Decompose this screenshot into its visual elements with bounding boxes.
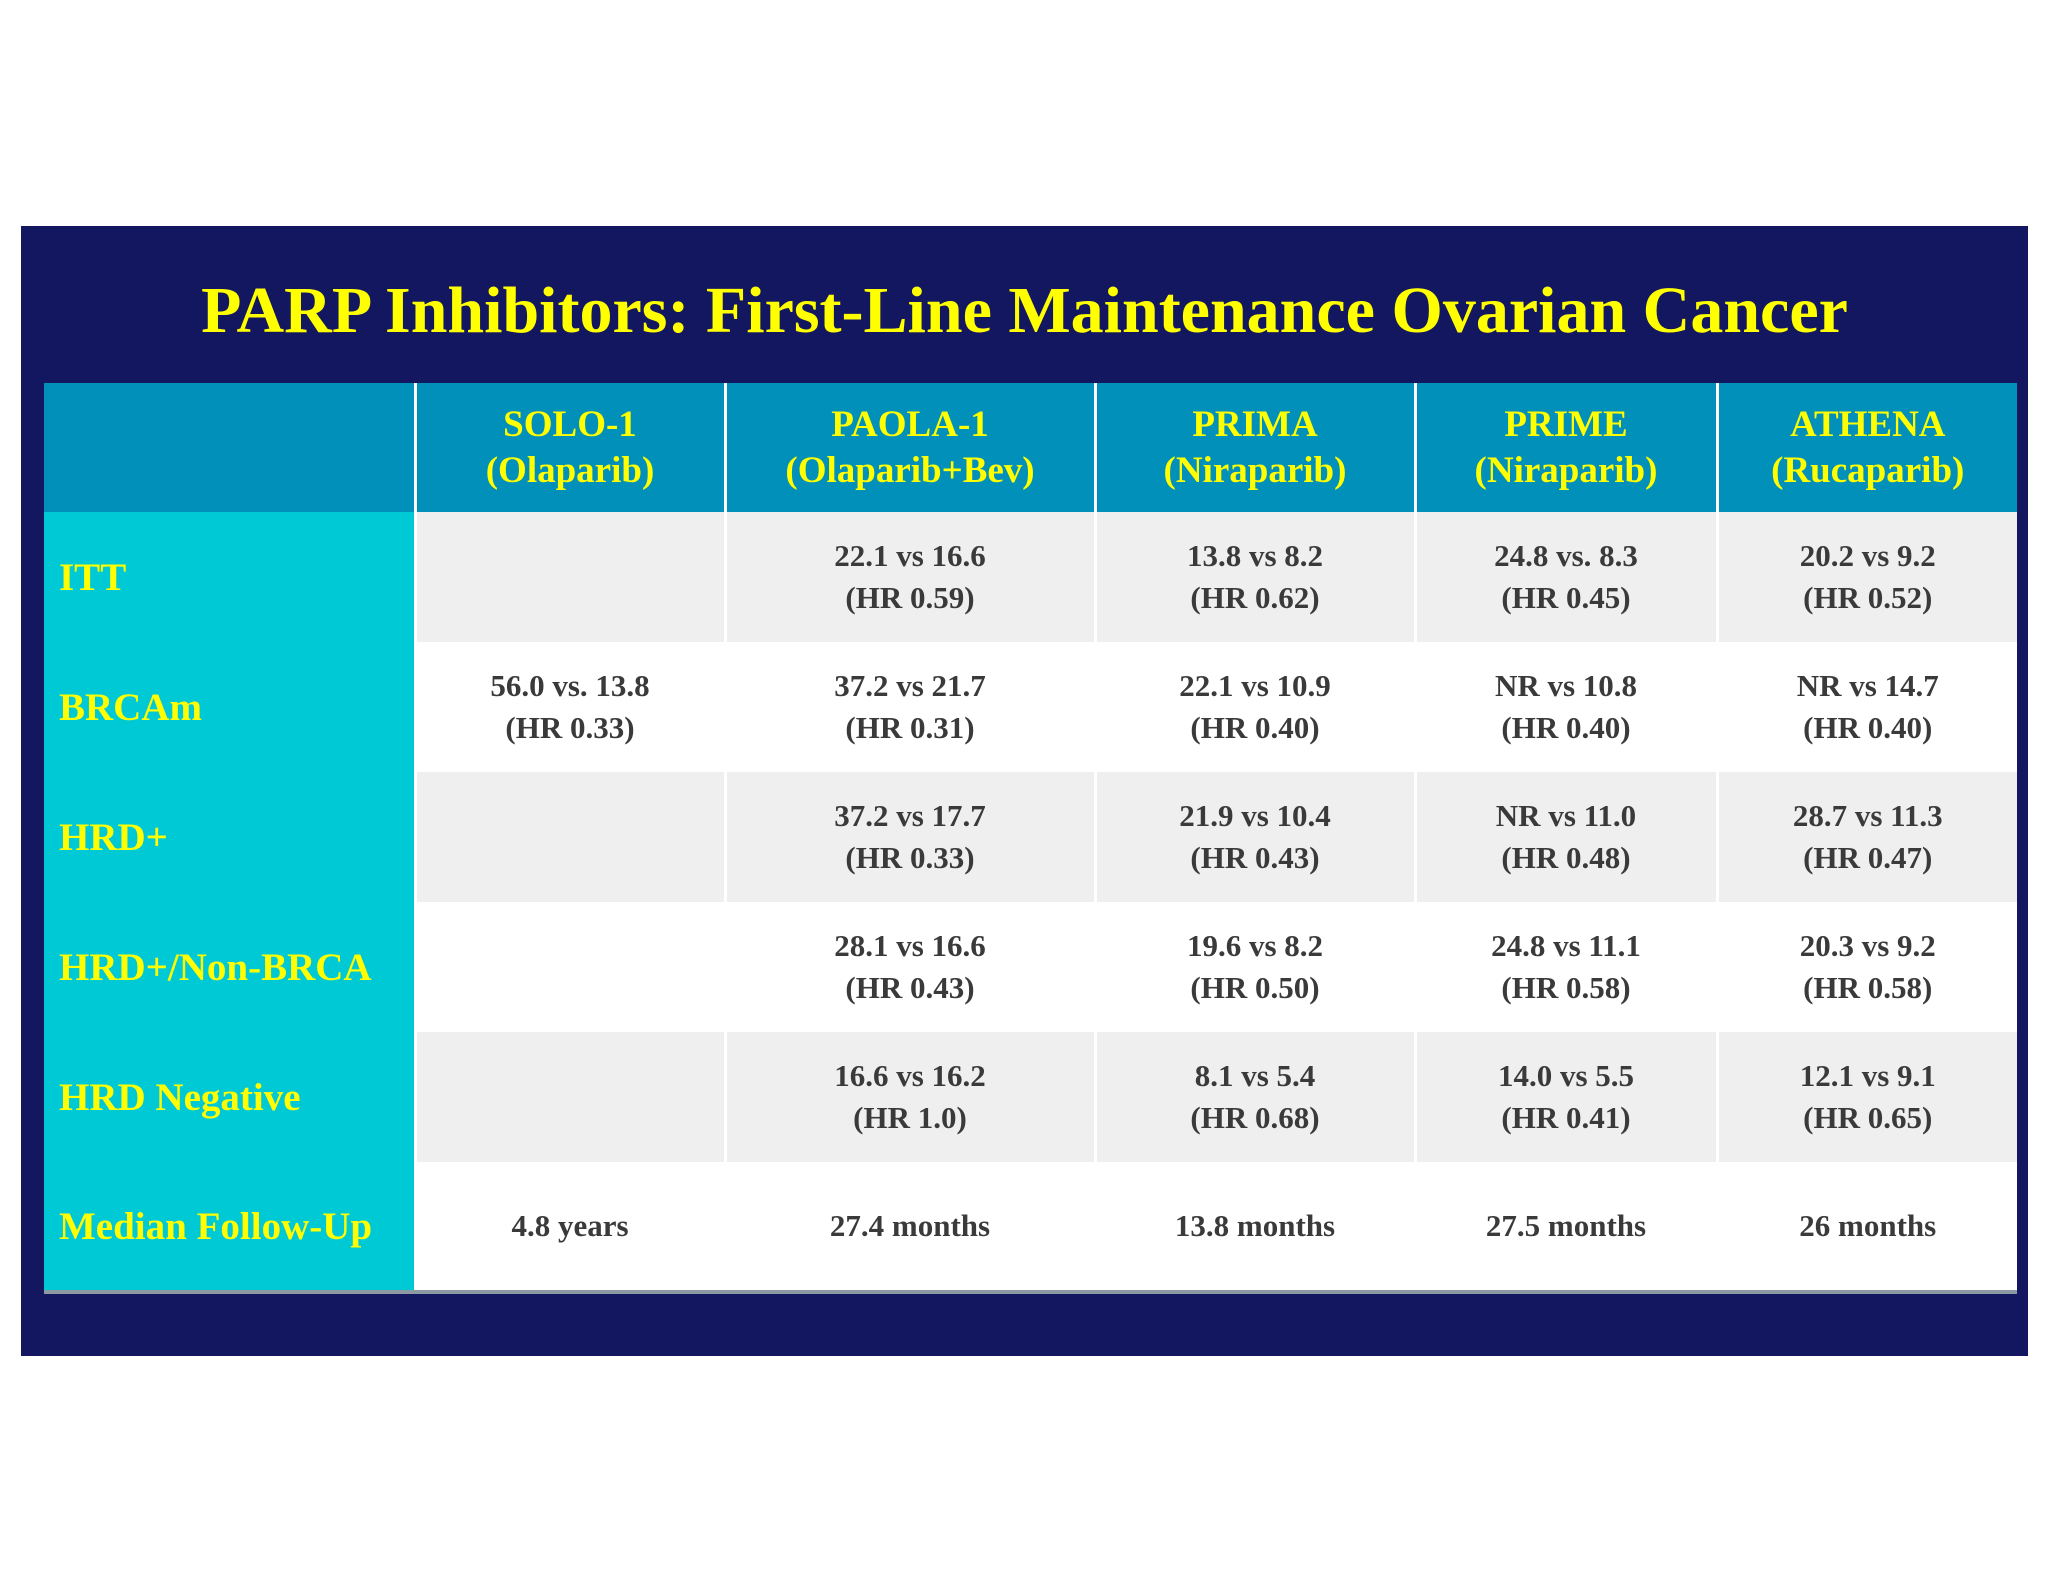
- cell-hr: (HR 0.33): [505, 710, 635, 745]
- table-row-itt: [44, 512, 2017, 642]
- slide: [21, 226, 2028, 1356]
- cell-athena: [1717, 772, 2017, 902]
- cell-value: 22.1 vs 16.6: [834, 538, 986, 573]
- cell-prima: [1095, 772, 1415, 902]
- table-row-brcam: [44, 642, 2017, 772]
- row-label: HRD+: [44, 772, 415, 902]
- cell-hr: (HR 0.68): [1190, 1100, 1320, 1135]
- header-row: [44, 383, 2017, 512]
- cell-prime: [1415, 642, 1717, 772]
- cell-value: 24.8 vs. 8.3: [1494, 538, 1638, 573]
- cell-prime: [1415, 512, 1717, 642]
- cell-prime: [1415, 1032, 1717, 1162]
- cell-hr: (HR 0.65): [1803, 1100, 1933, 1135]
- cell-value: 20.3 vs 9.2: [1799, 928, 1936, 963]
- cell-athena: [1717, 1032, 2017, 1162]
- header-trial: PRIME: [1504, 403, 1628, 445]
- header-corner: [44, 383, 415, 512]
- cell-hr: (HR 0.48): [1501, 840, 1631, 875]
- cell-value: 12.1 vs 9.1: [1799, 1058, 1936, 1093]
- cell-value: NR vs 14.7: [1796, 668, 1939, 703]
- header-trial: SOLO-1: [503, 403, 637, 445]
- cell-paola-1: [725, 642, 1095, 772]
- cell-value: 28.7 vs 11.3: [1792, 798, 1943, 833]
- cell-value: 16.6 vs 16.2: [834, 1058, 986, 1093]
- cell-hr: (HR 0.50): [1190, 970, 1320, 1005]
- cell-prima: [1095, 902, 1415, 1032]
- cell-prima: [1095, 1032, 1415, 1162]
- header-paola-1: [725, 383, 1095, 512]
- cell-paola-1: [725, 1162, 1095, 1292]
- cell-value: 26 months: [1799, 1208, 1937, 1243]
- header-drug: (Olaparib+Bev): [785, 449, 1035, 491]
- cell-hr: (HR 0.40): [1803, 710, 1933, 745]
- header-drug: (Niraparib): [1474, 449, 1658, 491]
- header-drug: (Niraparib): [1163, 449, 1347, 491]
- cell-value: 13.8 months: [1174, 1208, 1336, 1243]
- table-row-hrd-negative: [44, 1032, 2017, 1162]
- cell-solo-1: [415, 642, 725, 772]
- cell-paola-1: [725, 512, 1095, 642]
- header-drug: (Rucaparib): [1771, 449, 1965, 491]
- cell-solo-1: [415, 902, 725, 1032]
- cell-hr: (HR 0.45): [1501, 580, 1631, 615]
- cell-value: 14.0 vs 5.5: [1497, 1058, 1635, 1093]
- cell-value: 28.1 vs 16.6: [834, 928, 986, 963]
- cell-paola-1: [725, 1032, 1095, 1162]
- slide-title: PARP Inhibitors: First-Line Maintenance Ovarian Cancer: [201, 274, 1848, 347]
- header-trial: PRIMA: [1192, 403, 1318, 445]
- cell-prime: [1415, 902, 1717, 1032]
- cell-athena: [1717, 1162, 2017, 1292]
- cell-value: 24.8 vs 11.1: [1491, 928, 1641, 963]
- row-label: HRD Negative: [44, 1032, 415, 1162]
- cell-prima: [1095, 1162, 1415, 1292]
- cell-prima: [1095, 512, 1415, 642]
- cell-prima: [1095, 642, 1415, 772]
- results-table: [44, 383, 2017, 1294]
- cell-hr: (HR 0.43): [1190, 840, 1320, 875]
- cell-value: 22.1 vs 10.9: [1179, 668, 1331, 703]
- row-label: BRCAm: [44, 642, 415, 772]
- cell-hr: (HR 0.58): [1501, 970, 1631, 1005]
- cell-value: NR vs 11.0: [1495, 798, 1637, 833]
- row-label: HRD+/Non-BRCA: [44, 902, 415, 1032]
- cell-solo-1: [415, 1162, 725, 1292]
- row-label: Median Follow-Up: [44, 1162, 415, 1292]
- cell-paola-1: [725, 902, 1095, 1032]
- cell-value: NR vs 10.8: [1494, 668, 1638, 703]
- row-label: ITT: [44, 512, 415, 642]
- cell-hr: (HR 0.40): [1190, 710, 1320, 745]
- cell-solo-1: [415, 1032, 725, 1162]
- cell-value: 8.1 vs 5.4: [1194, 1058, 1316, 1093]
- cell-paola-1: [725, 772, 1095, 902]
- cell-prime: [1415, 772, 1717, 902]
- cell-hr: (HR 0.59): [845, 580, 975, 615]
- cell-hr: (HR 0.40): [1501, 710, 1631, 745]
- cell-solo-1: [415, 772, 725, 902]
- table-row-median-follow-up: [44, 1162, 2017, 1292]
- cell-hr: (HR 0.41): [1501, 1100, 1631, 1135]
- cell-value: 19.6 vs 8.2: [1186, 928, 1324, 963]
- cell-athena: [1717, 512, 2017, 642]
- cell-hr: (HR 1.0): [853, 1100, 967, 1135]
- cell-prime: [1415, 1162, 1717, 1292]
- cell-value: 37.2 vs 21.7: [834, 668, 986, 703]
- cell-athena: [1717, 642, 2017, 772]
- header-solo-1: [415, 383, 725, 512]
- header-prima: [1095, 383, 1415, 512]
- cell-value: 56.0 vs. 13.8: [490, 668, 650, 703]
- cell-value: 37.2 vs 17.7: [834, 798, 986, 833]
- cell-athena: [1717, 902, 2017, 1032]
- cell-hr: (HR 0.43): [845, 970, 975, 1005]
- table-row-hrd-non-brca: [44, 902, 2017, 1032]
- cell-hr: (HR 0.31): [845, 710, 975, 745]
- cell-solo-1: [415, 512, 725, 642]
- cell-hr: (HR 0.58): [1803, 970, 1933, 1005]
- cell-value: 20.2 vs 9.2: [1799, 538, 1936, 573]
- cell-hr: (HR 0.33): [845, 840, 975, 875]
- cell-hr: (HR 0.52): [1803, 580, 1933, 615]
- cell-hr: (HR 0.62): [1190, 580, 1320, 615]
- header-prime: [1415, 383, 1717, 512]
- cell-value: 13.8 vs 8.2: [1186, 538, 1324, 573]
- cell-value: 27.4 months: [829, 1208, 991, 1243]
- header-trial: PAOLA-1: [831, 403, 989, 445]
- table-row-hrd-positive: [44, 772, 2017, 902]
- header-trial: ATHENA: [1789, 403, 1946, 445]
- header-athena: [1717, 383, 2017, 512]
- cell-value: 4.8 years: [511, 1208, 629, 1243]
- cell-value: 27.5 months: [1485, 1208, 1647, 1243]
- cell-hr: (HR 0.47): [1803, 840, 1933, 875]
- cell-value: 21.9 vs 10.4: [1179, 798, 1331, 833]
- header-drug: (Olaparib): [485, 449, 655, 491]
